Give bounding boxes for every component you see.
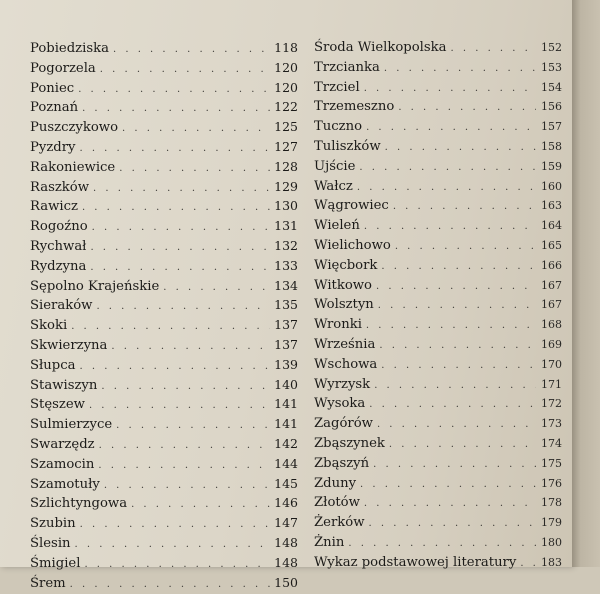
index-entry	[314, 533, 562, 553]
entry-name: Skwierzyna	[30, 337, 108, 353]
dot-leader	[359, 158, 536, 178]
entry-name: Rawicz	[30, 199, 78, 215]
dot-leader	[381, 257, 536, 277]
entry-name: Wyrzysk	[314, 376, 371, 392]
index-entry	[314, 315, 562, 335]
index-entry	[30, 236, 298, 256]
index-entry	[30, 315, 298, 335]
dot-leader	[71, 317, 270, 337]
index-entry	[314, 454, 562, 474]
entry-page-number: 173	[541, 417, 562, 431]
dot-leader	[378, 296, 536, 316]
entry-name: Sępolno Krajeńskie	[30, 278, 160, 294]
index-entry	[314, 414, 562, 434]
entry-name: Trzemeszno	[314, 99, 395, 115]
entry-page-number: 147	[274, 515, 298, 531]
index-entry	[314, 335, 562, 355]
dot-leader	[75, 535, 271, 555]
index-entry	[30, 493, 298, 513]
entry-name: Wysoka	[314, 396, 366, 412]
index-entry	[30, 177, 298, 197]
dot-leader	[381, 356, 536, 376]
index-entry	[30, 276, 298, 296]
index-entry	[314, 474, 562, 494]
entry-page-number: 165	[541, 238, 562, 252]
index-entry	[30, 335, 298, 355]
entry-page-number: 168	[541, 318, 562, 332]
dot-leader	[111, 337, 270, 357]
entry-name: Rakoniewice	[30, 159, 116, 175]
entry-page-number: 176	[541, 476, 562, 490]
entry-page-number: 142	[274, 435, 298, 451]
index-entry	[314, 295, 562, 315]
dot-leader	[93, 179, 270, 199]
entry-page-number: 137	[274, 336, 298, 352]
entry-page-number: 139	[274, 356, 298, 372]
entry-page-number: 158	[541, 139, 562, 153]
entry-page-number: 160	[541, 179, 562, 193]
entry-page-number: 154	[541, 80, 562, 94]
dot-leader	[98, 456, 270, 476]
entry-page-number: 156	[541, 100, 562, 114]
index-entry	[30, 454, 298, 474]
entry-page-number: 150	[274, 574, 298, 590]
entry-name: Środa Wielkopolska	[314, 40, 447, 55]
entry-page-number: 170	[541, 357, 562, 371]
entry-name: Rychwał	[30, 238, 87, 254]
index-entry	[314, 177, 562, 197]
entry-name: Zagórów	[314, 416, 373, 432]
index-entry	[314, 394, 562, 414]
entry-name: Wykaz podstawowej literatury	[314, 554, 517, 570]
index-entry	[30, 434, 298, 454]
entry-page-number: 146	[274, 495, 298, 511]
entry-page-number: 175	[541, 456, 562, 470]
index-entry	[30, 38, 298, 58]
entry-name: Śrem	[30, 575, 66, 591]
entry-name: Rydzyna	[30, 258, 87, 274]
entry-page-number: 137	[274, 317, 298, 333]
entry-name: Trzcianka	[314, 59, 380, 75]
entry-name: Wągrowiec	[314, 198, 389, 214]
dot-leader	[100, 60, 270, 80]
entry-name: Ślesin	[30, 535, 71, 551]
index-entry	[30, 553, 298, 573]
dot-leader	[84, 555, 270, 575]
entry-name: Wschowa	[314, 356, 378, 372]
index-entry	[30, 256, 298, 276]
entry-name: Sieraków	[30, 298, 93, 314]
entry-name: Więcbork	[314, 257, 378, 273]
dot-leader	[374, 376, 536, 396]
entry-page-number: 152	[541, 41, 562, 54]
entry-page-number: 129	[274, 178, 298, 194]
dot-leader	[389, 435, 536, 455]
entry-name: Witkowo	[314, 277, 372, 293]
entry-page-number: 172	[541, 397, 562, 411]
dot-leader	[131, 495, 270, 515]
entry-name: Tuczno	[314, 119, 363, 135]
dot-leader	[369, 395, 536, 415]
entry-name: Stawiszyn	[30, 377, 98, 393]
entry-page-number: 157	[541, 120, 562, 134]
dot-leader	[369, 514, 537, 534]
entry-name: Wielichowo	[314, 237, 391, 253]
index-entry	[314, 355, 562, 375]
entry-page-number: 180	[541, 535, 562, 549]
dot-leader	[373, 455, 536, 475]
entry-page-number: 183	[541, 555, 562, 569]
index-entry	[314, 276, 562, 296]
entry-page-number: 166	[541, 258, 562, 272]
index-entry	[30, 375, 298, 395]
index-entry	[314, 196, 562, 216]
entry-name: Puszczykowo	[30, 120, 119, 136]
entry-page-number: 163	[541, 199, 562, 213]
index-entry	[314, 553, 562, 573]
entry-name: Wałcz	[314, 178, 353, 194]
index-entry	[30, 533, 298, 553]
entry-page-number: 130	[274, 198, 298, 214]
index-entry	[30, 474, 298, 494]
index-entry	[30, 78, 298, 98]
dot-leader	[357, 178, 536, 198]
index-entry	[30, 137, 298, 157]
dot-leader	[376, 277, 536, 297]
entry-page-number: 122	[274, 99, 298, 115]
dot-leader	[82, 198, 270, 218]
index-entry	[314, 78, 562, 98]
entry-name: Trzciel	[314, 79, 360, 95]
entry-name: Stęszew	[30, 397, 85, 413]
dot-leader	[366, 316, 536, 336]
index-entry	[30, 216, 298, 236]
dot-leader	[101, 377, 270, 397]
dot-leader	[104, 476, 270, 496]
index-column-left	[30, 38, 298, 592]
dot-leader	[116, 416, 270, 436]
index-entry	[314, 493, 562, 513]
entry-name: Szamotuły	[30, 476, 100, 492]
entry-page-number: 159	[541, 159, 562, 173]
index-entry	[30, 394, 298, 414]
entry-page-number: 133	[274, 257, 298, 273]
entry-name: Tuliszków	[314, 138, 381, 154]
entry-page-number: 135	[274, 297, 298, 313]
entry-name: Września	[314, 336, 376, 352]
entry-name: Rogoźno	[30, 219, 88, 235]
entry-page-number: 120	[274, 59, 298, 75]
entry-name: Wolsztyn	[314, 297, 374, 313]
entry-page-number: 131	[274, 218, 298, 234]
index-entry	[30, 196, 298, 216]
dot-leader	[78, 80, 270, 100]
dot-leader	[366, 118, 536, 138]
entry-name: Pobiedziska	[30, 41, 109, 56]
index-entry	[314, 216, 562, 236]
entry-name: Ujście	[314, 158, 356, 174]
entry-page-number: 179	[541, 516, 562, 530]
index-entry	[30, 573, 298, 593]
entry-page-number: 164	[541, 219, 562, 233]
index-entry	[30, 295, 298, 315]
entry-name: Poniec	[30, 80, 75, 96]
dot-leader	[348, 534, 536, 554]
index-entry	[30, 117, 298, 137]
entry-name: Zduny	[314, 475, 357, 491]
index-entry	[314, 236, 562, 256]
entry-page-number: 118	[274, 40, 298, 55]
dot-leader	[79, 139, 270, 159]
entry-name: Pyzdry	[30, 139, 76, 155]
entry-name: Pogorzela	[30, 60, 96, 76]
dot-leader	[520, 554, 536, 574]
index-entry	[30, 58, 298, 78]
entry-page-number: 134	[274, 277, 298, 293]
entry-page-number: 128	[274, 158, 298, 174]
dot-leader	[80, 515, 271, 535]
dot-leader	[82, 99, 270, 119]
entry-page-number: 167	[541, 278, 562, 292]
dot-leader	[90, 258, 270, 278]
index-entry	[30, 157, 298, 177]
entry-name: Raszków	[30, 179, 90, 195]
dot-leader	[384, 59, 536, 79]
dot-leader	[364, 79, 536, 99]
dot-leader	[119, 159, 270, 179]
dot-leader	[395, 237, 536, 257]
entry-page-number: 140	[274, 376, 298, 392]
index-column-right	[314, 38, 562, 573]
dot-leader	[385, 138, 536, 158]
entry-page-number: 127	[274, 138, 298, 154]
entry-name: Zbąszynek	[314, 435, 385, 451]
entry-page-number: 167	[541, 298, 562, 312]
dot-leader	[360, 475, 536, 495]
entry-page-number: 120	[274, 79, 298, 95]
entry-page-number: 178	[541, 496, 562, 510]
dot-leader	[99, 436, 271, 456]
dot-leader	[96, 297, 270, 317]
dot-leader	[398, 98, 536, 118]
index-entry	[30, 97, 298, 117]
index-entry	[314, 38, 562, 58]
entry-name: Szamocin	[30, 456, 95, 472]
index-entry	[30, 513, 298, 533]
index-entry	[30, 355, 298, 375]
entry-page-number: 145	[274, 475, 298, 491]
dot-leader	[80, 357, 271, 377]
entry-page-number: 125	[274, 119, 298, 135]
entry-name: Żnin	[314, 534, 345, 550]
index-entry	[314, 117, 562, 137]
index-entry	[314, 58, 562, 78]
dot-leader	[70, 575, 270, 594]
index-entry	[314, 137, 562, 157]
entry-name: Skoki	[30, 318, 68, 334]
entry-page-number: 148	[274, 534, 298, 550]
dot-leader	[89, 396, 270, 416]
dot-leader	[92, 218, 271, 238]
entry-name: Żerków	[314, 515, 365, 531]
entry-name: Śmigiel	[30, 555, 81, 571]
facing-page-edge	[572, 0, 600, 567]
entry-page-number: 144	[274, 455, 298, 471]
index-entry	[314, 157, 562, 177]
entry-name: Wieleń	[314, 218, 360, 234]
dot-leader	[451, 39, 537, 59]
entry-name: Zbąszyń	[314, 455, 370, 471]
dot-leader	[393, 197, 536, 217]
entry-page-number: 169	[541, 337, 562, 351]
entry-page-number: 141	[274, 396, 298, 412]
dot-leader	[377, 415, 536, 435]
entry-name: Słupca	[30, 357, 76, 373]
dot-leader	[90, 238, 270, 258]
index-entry	[314, 434, 562, 454]
entry-name: Sulmierzyce	[30, 417, 113, 433]
dot-leader	[364, 494, 536, 514]
index-entry	[314, 256, 562, 276]
index-entry	[314, 97, 562, 117]
index-entry	[30, 414, 298, 434]
entry-page-number: 148	[274, 554, 298, 570]
entry-name: Złotów	[314, 495, 360, 511]
dot-leader	[122, 119, 270, 139]
dot-leader	[379, 336, 536, 356]
entry-name: Poznań	[30, 100, 79, 116]
dot-leader	[163, 278, 270, 298]
entry-page-number: 153	[541, 60, 562, 74]
entry-name: Szlichtyngowa	[30, 496, 128, 512]
entry-name: Wronki	[314, 317, 362, 333]
entry-page-number: 171	[541, 377, 562, 391]
entry-page-number: 174	[541, 436, 562, 450]
index-entry	[314, 375, 562, 395]
entry-name: Swarzędz	[30, 436, 95, 452]
entry-page-number: 132	[274, 237, 298, 253]
dot-leader	[113, 40, 270, 60]
entry-page-number: 141	[274, 416, 298, 432]
index-entry	[314, 513, 562, 533]
entry-name: Szubin	[30, 516, 76, 532]
dot-leader	[364, 217, 536, 237]
